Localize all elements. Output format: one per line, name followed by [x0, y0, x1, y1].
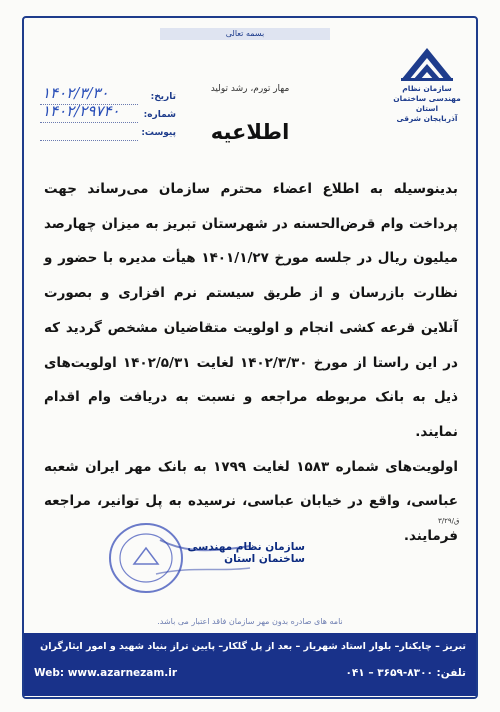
signer-name: سازمان نظام مهندسی ساختمان استان [187, 541, 305, 565]
org-logo [390, 44, 464, 124]
body-paragraph-1: بدینوسیله به اطلاع اعضاء محترم سازمان می‌رساند جهت پرداخت وام قرض‌الحسنه در شهرستان تبریز به میزان چهارصد میلیون ریال در جلسه مورخ ۱۴۰۱/۱/۲۷ هیأت مدیره با حضور و نظارت بازرسان و از طریق سیستم نرم افزاری و بصورت آنلاین قرعه کشی انجام و اولویت متقاضیان مشخص گردید که در این راستا از مورخ ۱۴۰۲/۳/۳۰ لغایت ۱۴۰۲/۵/۳۱ اولویت‌های ذیل به بانک مربوطه مراجعه و نسبت به دریافت وام اقدام نمایند. [44, 181, 458, 440]
org-name: سازمان نظام مهندسی ساختمان استان [393, 84, 461, 113]
signature-note: ق/۳/۲۹ [438, 517, 460, 525]
disclaimer: نامه های صادره بدون مهر سازمان فاقد اعتبار می باشد. [157, 617, 343, 626]
announcement-body [44, 172, 458, 554]
body-paragraph-2: اولویت‌های شماره ۱۵۸۳ لغایت ۱۷۹۹ به بانک مهر ایران شعبه عباسی، واقع در خیابان عباسی، نرسیده به پل توانیر، مراجعه فرمایند. [44, 458, 458, 545]
building-logo-icon [399, 44, 455, 82]
top-band: بسمه تعالی [160, 28, 330, 40]
page-title: اطلاعیه [210, 120, 290, 144]
number-label: شماره: [143, 110, 176, 120]
number-value: ۱۴۰۲/۲۹۷۴۰ [42, 102, 120, 120]
org-region: آذربایجان شرقی [396, 114, 458, 123]
date-label: تاریخ: [150, 92, 176, 102]
footer-address: تبریز – چایکنار– بلوار استاد شهریار – بعد از پل گلکار– پایین تراز بنیاد شهید و امور ایثارگران [40, 641, 466, 652]
attachment-label: پیوست: [141, 128, 176, 138]
date-value: ۱۴۰۲/۳/۳۰ [42, 84, 109, 102]
slogan-stamp: مهار تورم، رشد تولید [210, 84, 290, 94]
footer-phone: تلفن: ۸۳۰۰-۳۶۵۹ – ۰۴۱ [345, 667, 466, 679]
footer-bar [24, 633, 476, 696]
footer-website[interactable]: Web: www.azarnezam.ir [34, 667, 178, 679]
